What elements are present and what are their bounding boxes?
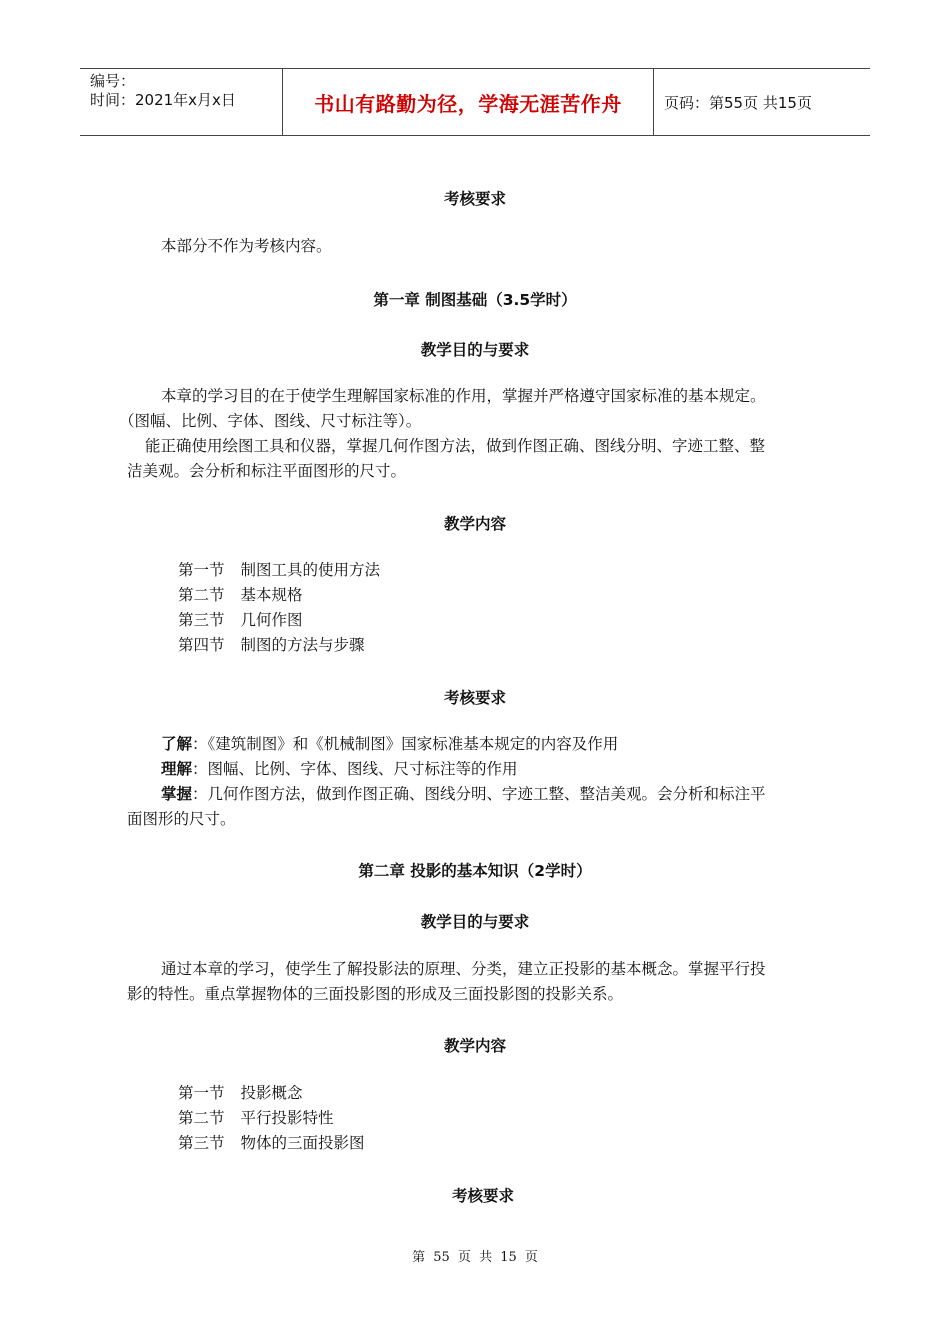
chapter1-assess-heading: 考核要求 xyxy=(443,689,506,707)
comprehend-label: 理解 xyxy=(161,760,193,778)
chapter1-section-item xyxy=(178,558,380,583)
doc-number-label: 编号： xyxy=(90,72,136,90)
section-number: 第二节 xyxy=(178,1109,225,1127)
chapter1-master-line2: 面图形的尺寸。 xyxy=(127,810,236,828)
chapter2-section-item xyxy=(178,1106,334,1131)
chapter2-goals-heading: 教学目的与要求 xyxy=(420,913,530,931)
chapter1-goals-heading: 教学目的与要求 xyxy=(420,341,530,359)
chapter2-section-item xyxy=(178,1081,303,1106)
section-number: 第二节 xyxy=(178,586,225,604)
section-number: 第三节 xyxy=(178,611,225,629)
master-label: 掌握 xyxy=(161,785,193,803)
section-number: 第三节 xyxy=(178,1134,225,1152)
chapter1-understand-line xyxy=(161,732,861,757)
chapter1-goals-line2: （图幅、比例、字体、图线、尺寸标注等）。 xyxy=(119,412,422,430)
section-title: 制图的方法与步骤 xyxy=(240,636,365,654)
intro-text: 本部分不作为考核内容。 xyxy=(161,237,332,255)
section-number: 第一节 xyxy=(178,561,225,579)
header-motto: 书山有路勤为径，学海无涯苦作舟 xyxy=(282,69,654,135)
comprehend-text: ：图幅、比例、字体、图线、尺寸标注等的作用 xyxy=(192,760,518,778)
section-title: 平行投影特性 xyxy=(240,1109,334,1127)
chapter2-title: 第二章 投影的基本知识（2学时） xyxy=(358,862,592,880)
chapter1-title: 第一章 制图基础（3.5学时） xyxy=(373,291,577,309)
section-number: 第四节 xyxy=(178,636,225,654)
section-title: 几何作图 xyxy=(240,611,303,629)
chapter1-section-item xyxy=(178,633,365,658)
chapter1-comprehend-line xyxy=(161,757,861,782)
chapter1-goals-line1: 本章的学习目的在于使学生理解国家标准的作用，掌握并严格遵守国家标准的基本规定。 xyxy=(161,387,766,405)
section-title: 投影概念 xyxy=(240,1084,303,1102)
intro-assess-heading: 考核要求 xyxy=(443,190,506,208)
chapter2-goals-line1: 通过本章的学习，使学生了解投影法的原理、分类，建立正投影的基本概念。掌握平行投 xyxy=(161,960,766,978)
chapter2-section-item xyxy=(178,1131,365,1156)
chapter1-section-item xyxy=(178,608,303,633)
header-page-info: 页码：第55页 共15页 xyxy=(664,93,812,112)
chapter1-content-heading: 教学内容 xyxy=(443,515,506,533)
section-number: 第一节 xyxy=(178,1084,225,1102)
page-footer: 第 55 页 共 15 页 xyxy=(412,1250,538,1265)
chapter1-master-line xyxy=(161,782,861,807)
section-title: 物体的三面投影图 xyxy=(240,1134,365,1152)
header-meta xyxy=(80,69,282,135)
chapter1-section-item xyxy=(178,583,303,608)
section-title: 基本规格 xyxy=(240,586,303,604)
chapter1-goals-line3: 能正确使用绘图工具和仪器，掌握几何作图方法，做到作图正确、图线分明、字迹工整、整 xyxy=(145,437,766,455)
understand-label: 了解 xyxy=(161,735,193,753)
chapter2-content-heading: 教学内容 xyxy=(443,1037,506,1055)
document-header xyxy=(80,68,870,136)
section-title: 制图工具的使用方法 xyxy=(240,561,381,579)
doc-date-label: 时间：2021年x月x日 xyxy=(90,91,236,109)
chapter2-goals-line2: 影的特性。重点掌握物体的三面投影图的形成及三面投影图的投影关系。 xyxy=(127,985,624,1003)
chapter2-assess-heading: 考核要求 xyxy=(451,1187,514,1205)
chapter1-goals-line4: 洁美观。会分析和标注平面图形的尺寸。 xyxy=(127,462,407,480)
understand-text: ：《建筑制图》和《机械制图》国家标准基本规定的内容及作用 xyxy=(192,735,619,753)
master-text: ：几何作图方法，做到作图正确、图线分明、字迹工整、整洁美观。会分析和标注平 xyxy=(192,785,766,803)
